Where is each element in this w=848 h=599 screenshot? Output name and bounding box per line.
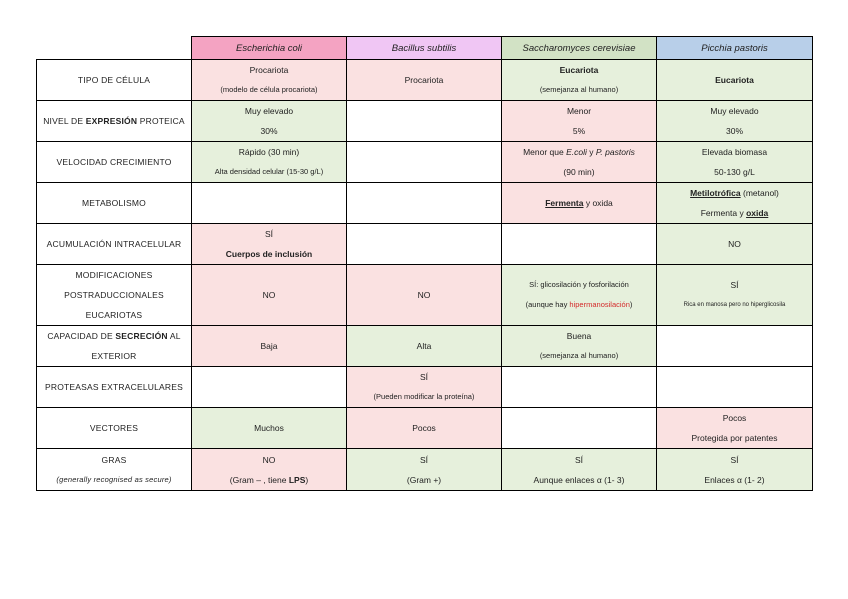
row-label: NIVEL DE EXPRESIÓN PROTEICA bbox=[37, 101, 192, 142]
table-row bbox=[37, 142, 813, 183]
row-label: GRAS (generally recognised as secure) bbox=[37, 449, 192, 491]
cell-saccharomyces bbox=[502, 224, 657, 265]
cell-pichia: SÍ Rica en manosa pero no hiperglicosila bbox=[657, 265, 813, 326]
cell-pichia: Eucariota bbox=[657, 60, 813, 101]
cell-saccharomyces: Eucariota (semejanza al humano) bbox=[502, 60, 657, 101]
cell-ecoli bbox=[192, 183, 347, 224]
row-label: VELOCIDAD CRECIMIENTO bbox=[37, 142, 192, 183]
cell-pichia bbox=[657, 326, 813, 367]
cell-ecoli: Baja bbox=[192, 326, 347, 367]
cell-bacillus: Pocos bbox=[347, 408, 502, 449]
corner-cell bbox=[37, 37, 192, 60]
cell-pichia: Pocos Protegida por patentes bbox=[657, 408, 813, 449]
cell-saccharomyces: Menor que E.coli y P. pastoris (90 min) bbox=[502, 142, 657, 183]
cell-pichia: Metilotrófica (metanol) Fermenta y oxida bbox=[657, 183, 813, 224]
cell-saccharomyces: SÍ: glicosilación y fosforilación (aunque hay hipermanosilación) bbox=[502, 265, 657, 326]
header-saccharomyces: Saccharomyces cerevisiae bbox=[502, 37, 657, 60]
table-row bbox=[37, 408, 813, 449]
row-label: TIPO DE CÉLULA bbox=[37, 60, 192, 101]
table-row bbox=[37, 265, 813, 326]
row-label: MODIFICACIONES POSTRADUCCIONALES EUCARIOTAS bbox=[37, 265, 192, 326]
cell-bacillus: NO bbox=[347, 265, 502, 326]
table-row bbox=[37, 449, 813, 491]
header-ecoli: Escherichia coli bbox=[192, 37, 347, 60]
row-label: CAPACIDAD DE SECRECIÓN AL EXTERIOR bbox=[37, 326, 192, 367]
cell-saccharomyces bbox=[502, 367, 657, 408]
table-row bbox=[37, 367, 813, 408]
cell-pichia: Elevada biomasa 50-130 g/L bbox=[657, 142, 813, 183]
table-row bbox=[37, 326, 813, 367]
cell-saccharomyces: Fermenta y oxida bbox=[502, 183, 657, 224]
row-label: PROTEASAS EXTRACELULARES bbox=[37, 367, 192, 408]
cell-ecoli: Rápido (30 min) Alta densidad celular (15-30 g/L) bbox=[192, 142, 347, 183]
cell-ecoli: SÍ Cuerpos de inclusión bbox=[192, 224, 347, 265]
cell-ecoli bbox=[192, 367, 347, 408]
cell-saccharomyces: SÍ Aunque enlaces α (1- 3) bbox=[502, 449, 657, 491]
row-label: METABOLISMO bbox=[37, 183, 192, 224]
table-row bbox=[37, 224, 813, 265]
row-label: ACUMULACIÓN INTRACELULAR bbox=[37, 224, 192, 265]
cell-pichia: SÍ Enlaces α (1- 2) bbox=[657, 449, 813, 491]
cell-bacillus: SÍ (Pueden modificar la proteína) bbox=[347, 367, 502, 408]
cell-bacillus bbox=[347, 142, 502, 183]
cell-bacillus: Procariota bbox=[347, 60, 502, 101]
cell-ecoli: Procariota (modelo de célula procariota) bbox=[192, 60, 347, 101]
cell-ecoli: Muchos bbox=[192, 408, 347, 449]
cell-saccharomyces bbox=[502, 408, 657, 449]
cell-ecoli: NO (Gram – , tiene LPS) bbox=[192, 449, 347, 491]
cell-bacillus bbox=[347, 183, 502, 224]
table-row bbox=[37, 183, 813, 224]
cell-bacillus: Alta bbox=[347, 326, 502, 367]
comparison-table bbox=[36, 36, 813, 491]
table-row bbox=[37, 60, 813, 101]
header-row bbox=[37, 37, 813, 60]
cell-saccharomyces: Menor 5% bbox=[502, 101, 657, 142]
cell-pichia: NO bbox=[657, 224, 813, 265]
cell-saccharomyces: Buena (semejanza al humano) bbox=[502, 326, 657, 367]
cell-ecoli: Muy elevado 30% bbox=[192, 101, 347, 142]
table-row bbox=[37, 101, 813, 142]
cell-pichia bbox=[657, 367, 813, 408]
cell-ecoli: NO bbox=[192, 265, 347, 326]
cell-bacillus bbox=[347, 101, 502, 142]
header-bacillus: Bacillus subtilis bbox=[347, 37, 502, 60]
cell-bacillus: SÍ (Gram +) bbox=[347, 449, 502, 491]
cell-bacillus bbox=[347, 224, 502, 265]
header-pichia: Picchia pastoris bbox=[657, 37, 813, 60]
row-label: VECTORES bbox=[37, 408, 192, 449]
cell-pichia: Muy elevado 30% bbox=[657, 101, 813, 142]
